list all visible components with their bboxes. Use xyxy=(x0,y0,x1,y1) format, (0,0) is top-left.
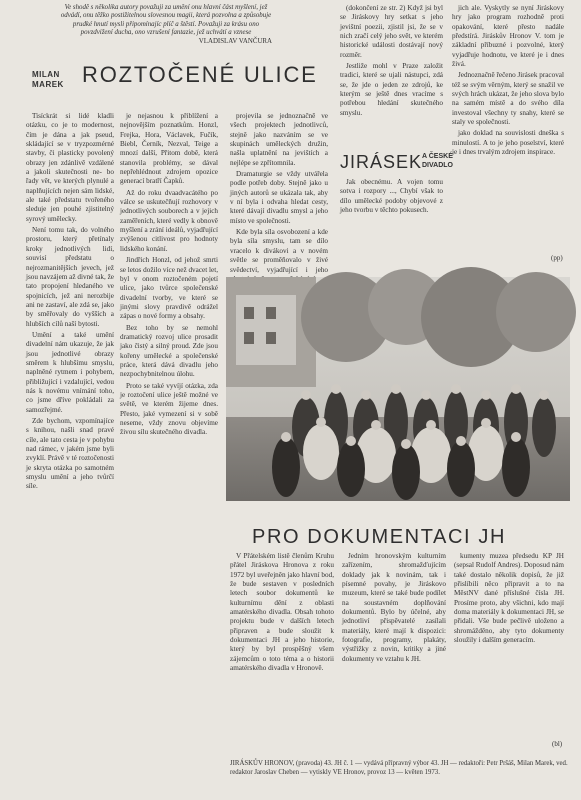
paragraph: Bez toho by se nemohl dramatický rozvoj ulice prosadit jako čistý a silný proud. Zde jsou kořeny umělecké a společenské práce, která dává divadlu jeho nezpochybnitelnou úlohu. xyxy=(120,323,218,379)
paragraph: jako doklad na souvislosti dneška s minulostí. A to je jeho poselství, které je i dnes trvalým zdrojem inspirace. xyxy=(452,129,564,157)
jirasek-column-1b xyxy=(340,178,443,266)
jirasek-column-2 xyxy=(452,4,564,266)
paragraph: Až do roku dvaadvacátého po válce se uskutečňují rozhovory v jednotlivých souborech a v jejich zaměřeních, které vedly k obnově myšlení a zrání ideálů, vyjadřující zvýšenou citlivost pro hodnoty lidského konání. xyxy=(120,188,218,253)
epigraph-quote xyxy=(60,4,272,46)
paragraph: jich ale. Vyskytly se nyní Jiráskovy hry jako program rozhodně proti opakování, které přesto nadále předstírá. Jiráskův Hronov V. tom je základní příbuzné i pozvolné, který vyjadřuje hodnotu, ve které je i dnes živá. xyxy=(452,4,564,69)
documentation-signature: (bl) xyxy=(552,740,563,748)
article-author xyxy=(32,70,64,90)
paragraph: Kde byla síla osvobození a kde byla síla smyslu, tam se dílo vracelo k divákovi a v novém světle se proměňovalo v živé svědectví, vyjadřující i jeho xyxy=(230,228,328,274)
jirasek-signature: (pp) xyxy=(551,254,563,262)
jirasek-title: JIRÁSEK xyxy=(340,152,423,172)
article-title: ROZTOČENÉ ULICE xyxy=(82,62,318,87)
article-column-1 xyxy=(26,112,114,494)
paragraph: projevila se jednoznačně ve všech projektech jednotlivců, stejně jako nazváním se ve skupinách uměleckých družin, našla uplatnění na jevištích a nejlépe se zpřítomnila. xyxy=(230,112,328,167)
author-first-name: MILAN xyxy=(32,70,60,79)
paragraph: Jindřich Honzl, od jehož smrti se letos dožilo více než dvacet let, byl v onom roztočeném pojetí ulice, jako tvůrce společenské divadelní tvorby, ve které se jinými slovy pravdivě odrážel zápas o nové formy a obsahy. xyxy=(120,256,218,321)
paragraph: Jednoznačně řečeno Jirásek pracoval též se svým věrným, který se snažil ve svých hrách ukázat, že jeho slova bylo na samém místě a do svého díla investoval všechny ty snahy, které se staly ve společnosti. xyxy=(452,71,564,127)
paragraph: V Přátelském listě členům Kruhu přátel Jiráskova Hronova z roku 1972 byl uveřejněn jako hlavní bod, že bude sestaven v posledních letech soubor dokumentů ke kulturnímu dění z oblasti amatérského divadla. Obsah tohoto projektu bude v dalších letech připraven a bude sloužit k dokumentaci JH a jeho historie, který by byl prospěšný všem zájemcům o toto téma a o historii amatérského divadla v Hronově. xyxy=(230,552,334,673)
group-photo xyxy=(226,277,570,501)
paragraph: Tisíckrát si lidé kladli otázku, co je to modernost, čím je dána a jak pseud, skládající se v tryzpozmérné stavby, či plasticky povolený obrazy jen zdánlivě vzdálené a jakoli skutečnosti ne- bo řady vět, ve kterých plynulé a naplňujících nejen sám lidské, ale také předstatu tvořeného sleduje jen pouhé zjistitelný syrový umělecky. xyxy=(26,112,114,223)
colophon: JIRÁSKŮV HRONOV, (pravoda) 43. JH č. 1 — vydává přípravný výbor 43. JH — redaktoři: Petr Pršáš, Milan Marek, ved. redaktor Jaroslav Cheben — vytiskly VE Hronov, provoz 13 — květen 1973. xyxy=(230,760,568,776)
article-column-2 xyxy=(120,112,218,440)
paragraph: Proto se také vyvíjí otázka, zda je roztočení ulice ještě možné ve světě, ve kterém žijeme dnes. Přesto, jaké vymezení si v sobě neseme, vždy znovu objevíme živou sílu skutečného divadla. xyxy=(120,381,218,437)
jirasek-subtitle-line-2: DIVADLO xyxy=(422,162,453,169)
jirasek-column-1 xyxy=(340,4,443,144)
paragraph: Není tomu tak, do volného prostoru, který přetínaly kroky jednotlivých lidí, souvisí předstatu o nejrozmanitějších jevech, jež jsou navzájem až divné tak, že tato propojení hledaného ve spojnicích, jež ani nerozbije ani ne zastaví, ale zdá se, jako by směřovaly do vyšších a hlubších cílů naší bytosti. xyxy=(26,226,114,328)
paragraph: Jak obecnému. A vojen tomu sotva i rozpory ..., Chybí však to dílo umělecké podoby objevové z jeho tvorbu v těchto pokusech. xyxy=(340,178,443,215)
paragraph: Dramaturgie se vždy utvářela podle potřeb doby. Stejně jako u jiných autorů se ukázala tak, aby v ní byla i odvaha hledat cesty, které dávají divadlu smysl a jeho místo ve společnosti. xyxy=(230,170,328,225)
documentation-column-1 xyxy=(230,552,334,752)
epigraph-source: VLADISLAV VANČURA xyxy=(198,38,272,46)
paragraph: Zde bychom, vzpomínajíce s knihou, našli snad pravé cíle, ale tato cesta je v pohybu nad rámec, v jakém jsme byli zvyklí. Právě v té roztočenosti je skryta otázka po samotném smyslu umění a jeho tvůrčí síle. xyxy=(26,417,114,491)
jirasek-subtitle xyxy=(422,152,453,170)
paragraph: Jedním hronovským kulturním zařízením, shromažďujícím doklady jak k novinám, tak i písemné povahy, je Jiráskovo muzeum, které se také bude podílet na soustavném doplňování dokumentů. Bylo by účelné, aby jednotliví přispěvatelé zasílali materiály, které mají k dispozici: fotografie, programy, plakáty, výstřižky z novin, kritiky a jiné dokumenty ve vztahu k JH. xyxy=(342,552,446,663)
author-last-name: MAREK xyxy=(32,80,64,89)
paragraph: (dokončení ze str. 2) Když jsi byl se Jiráskovy hry setkat s jeho jevištní poezii, zjistil jsi, že se v nich zračí celý jeho svět, ve kterém historické události dostávají nový rozměr. xyxy=(340,4,443,59)
paragraph: kumenty muzea předsedu KP JH (sepsal Rudolf Andres). Doposud nám také dostalo několik dopisů, že již přislíbili něco připravit a to na MěstNV dané příslušné čísla JH. Prosíme proto, aby všichni, kdo mají doma materiály k dokumentaci JH, se přidali. Vše bude pečlivě uloženo a shromážděno, aby tyto dokumenty sloužily i dalším generacím. xyxy=(454,552,564,645)
documentation-column-2 xyxy=(342,552,446,752)
epigraph-text: Ve shodě s několika autory považuji za umění onu hlavní část myšlení, jež odvádí, onu těžko postižitelnou slovesnou magii, která pozvolna a způsobuje prudké hnutí mysli připomínajíc plíč a štěstí. Považuji za krásu ono povzdvižení ducha, ono vzrušení fantazie, jež uchvátí a vznese xyxy=(60,4,272,36)
jirasek-subtitle-line-1: A ČESKÉ xyxy=(422,153,453,160)
group-photo-image xyxy=(226,277,570,501)
paragraph: Jestliže mohl v Praze založit tradici, které se ujali nástupci, zdá se, že jde o jeden ze zdrojů, ke kterým se ještě dnes vracíme s potřebou hledání skutečného smyslu. xyxy=(340,62,443,117)
article-column-3 xyxy=(230,112,328,274)
documentation-column-3 xyxy=(454,552,564,740)
paragraph: je nejasnou k přiblížení a nejnovějším poznatkům. Honzl, Frejka, Hora, Václavek, Fučík, Biebl, Černík, Nezval, Teige a mnozí další, Přitom době, která stanovila problémy, se dával nepřehlédnout zdrojem opozice generací bratří Čapků. xyxy=(120,112,218,186)
paragraph: Umění a také umění divadelní nám ukazuje, že jak jsou jednotlivé obrazy směrem k hlubšímu smyslu, naplněné rytmem i pohybem, přibližující i vzdalující, vedou nás k novému vnímání toho, co jsme dříve pokládali za samozřejmé. xyxy=(26,330,114,414)
documentation-title: PRO DOKUMENTACI JH xyxy=(252,526,506,548)
